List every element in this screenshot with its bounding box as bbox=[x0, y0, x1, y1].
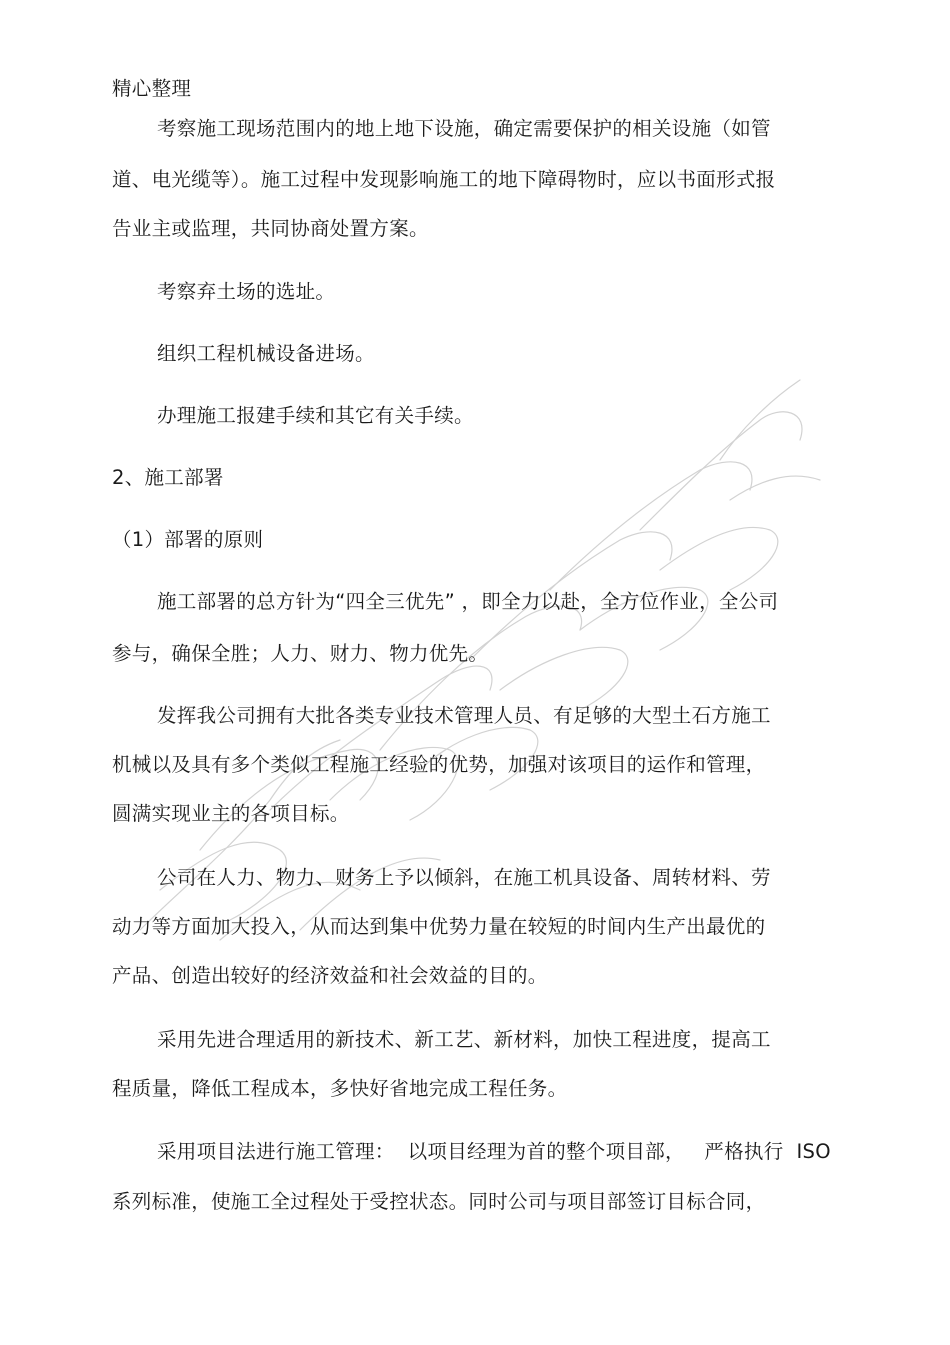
text-line: 发挥我公司拥有大批各类专业技术管理人员、有足够的大型土石方施工 bbox=[157, 704, 771, 727]
text-line: 组织工程机械设备进场。 bbox=[157, 342, 375, 365]
text-line: 采用项目法进行施工管理： 以项目经理为首的整个项目部， 严格执行 ISO bbox=[157, 1140, 831, 1163]
page-header: 精心整理 bbox=[112, 77, 192, 100]
text-line: 圆满实现业主的各项目标。 bbox=[112, 802, 350, 825]
text-line: 公司在人力、物力、财务上予以倾斜，在施工机具设备、周转材料、劳 bbox=[157, 866, 771, 889]
text-line: 告业主或监理，共同协商处置方案。 bbox=[112, 217, 429, 240]
text-line: 施工部署的总方针为“四全三优先” ，即全力以赴，全方位作业，全公司 bbox=[157, 590, 779, 613]
text-line: 程质量，降低工程成本，多快好省地完成工程任务。 bbox=[112, 1077, 568, 1100]
text-line: 系列标准，使施工全过程处于受控状态。同时公司与项目部签订目标合同， bbox=[112, 1190, 766, 1213]
text-line: 机械以及具有多个类似工程施工经验的优势，加强对该项目的运作和管理， bbox=[112, 753, 766, 776]
subsection-heading: （1）部署的原则 bbox=[112, 528, 264, 551]
text-line: 产品、创造出较好的经济效益和社会效益的目的。 bbox=[112, 964, 548, 987]
section-heading: 2、施工部署 bbox=[112, 466, 224, 489]
text-line: 参与，确保全胜；人力、财力、物力优先。 bbox=[112, 642, 489, 665]
text-line: 道、电光缆等）。施工过程中发现影响施工的地下障碍物时，应以书面形式报 bbox=[112, 168, 776, 191]
text-line: 办理施工报建手续和其它有关手续。 bbox=[157, 404, 474, 427]
text-line: 考察施工现场范围内的地上地下设施，确定需要保护的相关设施（如管 bbox=[157, 117, 771, 140]
text-line: 采用先进合理适用的新技术、新工艺、新材料，加快工程进度，提高工 bbox=[157, 1028, 771, 1051]
text-line: 考察弃土场的选址。 bbox=[157, 280, 336, 303]
text-line: 动力等方面加大投入，从而达到集中优势力量在较短的时间内生产出最优的 bbox=[112, 915, 766, 938]
